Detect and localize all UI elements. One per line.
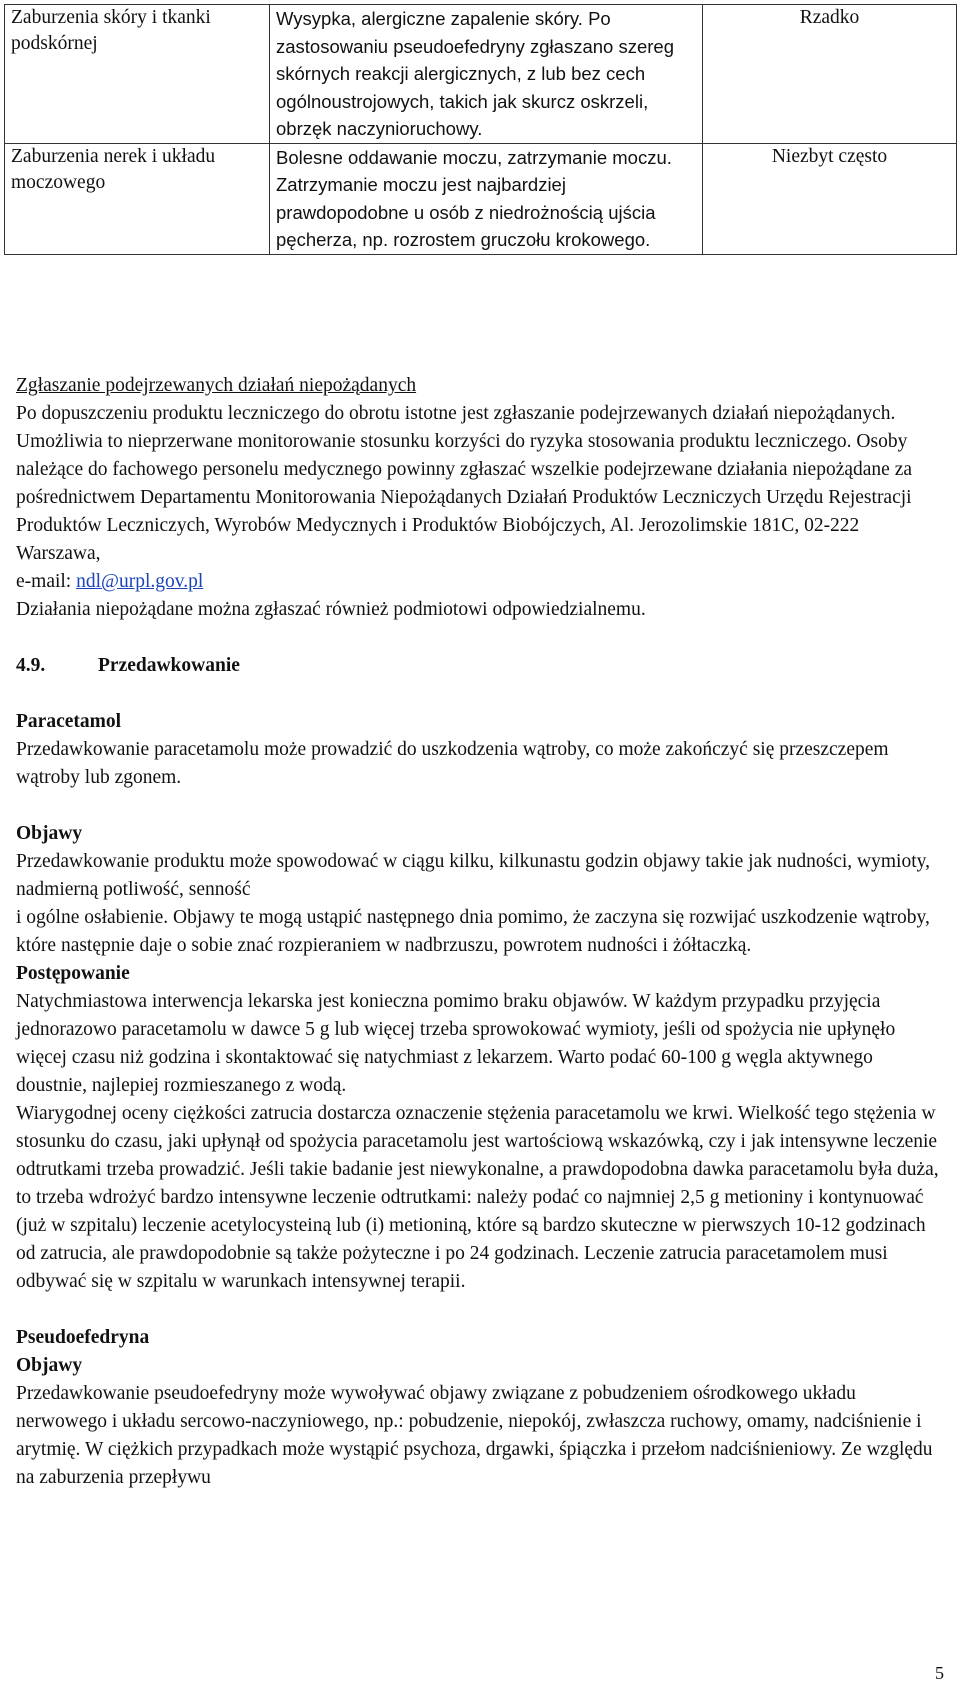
pseudoephedrine-symptoms-text: Przedawkowanie pseudoefedryny może wywoływać objawy związane z pobudzeniem ośrodkowego układu nerwowego i układu sercowo-naczyniowego, np.: pobudzenie, niepokój, zwłaszcza ruchowy, omamy, nadciśnienie i arytmię. W ciężkich przypadkach może wystąpić psychoza, drgawki, śpiączka i przełom nadciśnieniowy. Ze względu na zaburzenia przepływu [16,1383,933,1488]
section-number: 4.9. [16,655,46,676]
document-body [16,372,946,1492]
reporting-heading: Zgłaszanie podejrzewanych działań niepożądanych [16,375,417,396]
paracetamol-symptoms-text-2: i ogólne osłabienie. Objawy te mogą ustąpić następnego dnia pomimo, że zaczyna się rozwijać uszkodzenie wątroby, które następnie daje o sobie znać rozpieraniem w nadbrzuszu, powrotem nudności i żółtaczką. [16,907,930,956]
pseudoephedrine-symptoms-heading: Objawy [16,1355,83,1376]
paracetamol-intro: Przedawkowanie paracetamolu może prowadzić do uszkodzenia wątroby, co może zakończyć się przeszczepem wątroby lub zgonem. [16,739,889,788]
paracetamol-management-text: Natychmiastowa interwencja lekarska jest konieczna pomimo braku objawów. W każdym przypadku przyjęcia jednorazowo paracetamolu w dawce 5 g lub więcej trzeba sprowokować wymioty, jeśli od spożycia nie upłynęło więcej czasu niż godzina i skontaktować się natychmiast z lekarzem. Warto podać 60-100 g węgla aktywnego doustnie, najlepiej rozmieszanego z wodą. [16,991,896,1096]
paracetamol-heading: Paracetamol [16,711,122,732]
paracetamol-management-heading: Postępowanie [16,963,130,984]
email-label: e-mail: [16,571,77,592]
reporting-paragraph [16,400,946,596]
paracetamol-management-text-2: Wiarygodnej oceny ciężkości zatrucia dostarcza oznaczenie stężenia paracetamolu we krwi. Wielkość tego stężenia w stosunku do czasu, jaki upłynął od spożycia paracetamolu jest wartościową wskazówką, czy i jak intensywne leczenie odtrutkami trzeba prowadzić. Jeśli takie badanie jest niewykonalne, a prawdopodobna dawka paracetamolu była duża, to trzeba wdrożyć bardzo intensywne leczenie odtrutkami: należy podać co najmniej 2,5 g metioniny i kontynuować (już w szpitalu) leczenie acetylocysteiną lub (i) metioniną, które są bardzo skuteczne w pierwszych 10-12 godzinach od zatrucia, ale prawdopodobnie są także pożyteczne i po 24 godzinach. Leczenie zatrucia paracetamolem musi odbywać się w szpitalu w warunkach intensywnej terapii. [16,1103,939,1292]
frequency-cell: Rzadko [703,5,957,144]
effect-cell: Wysypka, alergiczne zapalenie skóry. Po zastosowaniu pseudoefedryny zgłaszano szereg skórnych reakcji alergicznych, z lub bez cech ogólnoustrojowych, takich jak skurcz oskrzeli, obrzęk naczynioruchowy. [270,5,703,144]
paracetamol-symptoms-heading: Objawy [16,823,83,844]
reporting-note: Działania niepożądane można zgłaszać również podmiotowi odpowiedzialnemu. [16,599,646,620]
table-row [5,5,957,144]
page-number: 5 [935,1663,944,1683]
organ-class-cell: Zaburzenia nerek i układu moczowego [5,143,270,254]
pseudoephedrine-heading: Pseudoefedryna [16,1327,150,1348]
organ-class-cell: Zaburzenia skóry i tkanki podskórnej [5,5,270,144]
frequency-cell: Niezbyt często [703,143,957,254]
section-title: Przedawkowanie [98,655,240,676]
section-heading [16,652,946,680]
table-row [5,143,957,254]
effect-cell: Bolesne oddawanie moczu, zatrzymanie moczu. Zatrzymanie moczu jest najbardziej prawdopodobne u osób z niedrożnością ujścia pęcherza, np. rozrostem gruczołu krokowego. [270,143,703,254]
paracetamol-symptoms-text: Przedawkowanie produktu może spowodować w ciągu kilku, kilkunastu godzin objawy takie jak nudności, wymioty, nadmierną potliwość, senność [16,851,930,900]
email-link[interactable]: ndl@urpl.gov.pl [76,571,204,592]
adverse-effects-table [4,4,957,255]
reporting-text: Po dopuszczeniu produktu leczniczego do obrotu istotne jest zgłaszanie podejrzewanych działań niepożądanych. Umożliwia to nieprzerwane monitorowanie stosunku korzyści do ryzyka stosowania produktu leczniczego. Osoby należące do fachowego personelu medycznego powinny zgłaszać wszelkie podejrzewane działania niepożądane za pośrednictwem Departamentu Monitorowania Niepożądanych Działań Produktów Leczniczych Urzędu Rejestracji Produktów Leczniczych, Wyrobów Medycznych i Produktów Biobójczych, Al. Jerozolimskie 181C, 02-222 Warszawa, [16,403,913,564]
